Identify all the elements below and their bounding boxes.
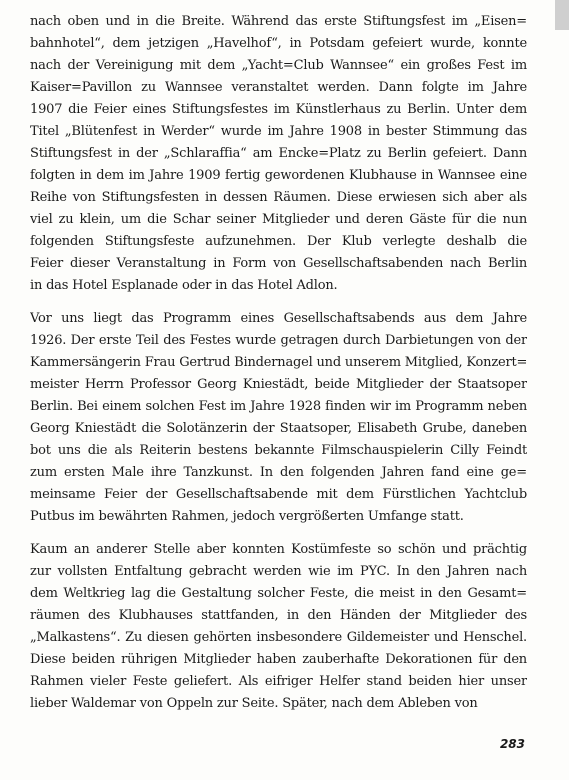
text-line: Feier dieser Veranstaltung in Form von Gesellschaftsabenden nach Berlin: [30, 256, 527, 271]
text-line: Berlin. Bei einem solchen Fest im Jahre 1928 finden wir im Programm neben: [30, 399, 527, 414]
text-line: zur vollsten Entfaltung gebracht werden wie im PYC. In den Jahren nach: [30, 564, 527, 579]
text-line: Georg Kniestädt die Solotänzerin der Staatsoper, Elisabeth Grube, daneben: [30, 421, 527, 436]
text-line: folgten in dem im Jahre 1909 fertig gewordenen Klubhause in Wannsee eine: [30, 168, 527, 183]
paragraph: [30, 308, 527, 528]
text-line: Stiftungsfest in der „Schlaraffia“ am Encke=Platz zu Berlin gefeiert. Dann: [30, 146, 527, 161]
text-line: Diese beiden rührigen Mitglieder haben zauberhafte Dekorationen für den: [30, 652, 527, 667]
text-line: Rahmen vieler Feste geliefert. Als eifriger Helfer stand beiden hier unser: [30, 674, 527, 689]
text-line: Kammersängerin Frau Gertrud Bindernagel und unserem Mitglied, Konzert=: [30, 355, 527, 370]
text-line: Titel „Blütenfest in Werder“ wurde im Jahre 1908 in bester Stimmung das: [30, 124, 527, 139]
text-line: 1907 die Feier eines Stiftungsfestes im Künstlerhaus zu Berlin. Unter dem: [30, 102, 527, 117]
text-line: in das Hotel Esplanade oder in das Hotel Adlon.: [30, 278, 338, 293]
text-line: „Malkastens“. Zu diesen gehörten insbesondere Gildemeister und Henschel.: [30, 630, 527, 645]
text-line: nach der Vereinigung mit dem „Yacht=Club Wannsee“ ein großes Fest im: [30, 58, 527, 73]
page-number: 283: [499, 737, 525, 751]
paragraph: [30, 539, 527, 715]
text-line: bahnhotel“, dem jetzigen „Havelhof“, in Potsdam gefeiert wurde, konnte: [30, 36, 527, 51]
text-line: viel zu klein, um die Schar seiner Mitglieder und deren Gäste für die nun: [30, 212, 527, 227]
text-line: meinsame Feier der Gesellschaftsabende mit dem Fürstlichen Yachtclub: [30, 487, 527, 502]
text-line: lieber Waldemar von Oppeln zur Seite. Später, nach dem Ableben von: [30, 696, 478, 711]
text-line: Kaum an anderer Stelle aber konnten Kostümfeste so schön und prächtig: [30, 542, 527, 557]
paragraph: [30, 11, 527, 297]
text-line: folgenden Stiftungsfeste aufzunehmen. Der Klub verlegte deshalb die: [30, 234, 527, 249]
text-line: Kaiser=Pavillon zu Wannsee veranstaltet werden. Dann folgte im Jahre: [30, 80, 527, 95]
scan-edge-mark: [555, 0, 569, 30]
text-line: 1926. Der erste Teil des Festes wurde getragen durch Darbietungen von der: [30, 333, 527, 348]
text-line: meister Herrn Professor Georg Kniestädt, beide Mitglieder der Staatsoper: [30, 377, 527, 392]
text-line: zum ersten Male ihre Tanzkunst. In den folgenden Jahren fand eine ge=: [30, 465, 527, 480]
text-line: bot uns die als Reiterin bestens bekannte Filmschauspielerin Cilly Feindt: [30, 443, 527, 458]
text-line: Vor uns liegt das Programm eines Gesellschaftsabends aus dem Jahre: [30, 311, 527, 326]
text-line: räumen des Klubhauses stattfanden, in den Händen der Mitglieder des: [30, 608, 527, 623]
text-line: dem Weltkrieg lag die Gestaltung solcher Feste, die meist in den Gesamt=: [30, 586, 527, 601]
body-text: [30, 11, 527, 726]
text-line: nach oben und in die Breite. Während das erste Stiftungsfest im „Eisen=: [30, 14, 527, 29]
text-line: Putbus im bewährten Rahmen, jedoch vergrößerten Umfange statt.: [30, 509, 464, 524]
text-line: Reihe von Stiftungsfesten in dessen Räumen. Diese erwiesen sich aber als: [30, 190, 527, 205]
